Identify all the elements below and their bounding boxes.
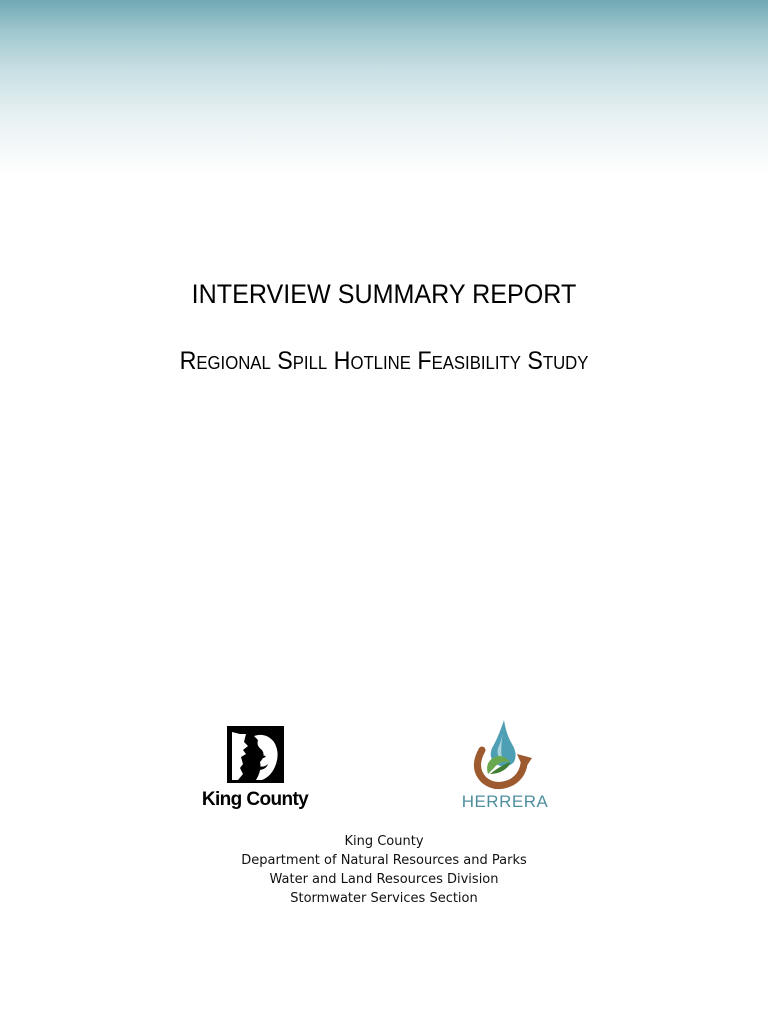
king-county-logo-text: King County	[201, 789, 309, 810]
address-line-division: Water and Land Resources Division	[269, 872, 499, 887]
herrera-logo	[460, 716, 550, 812]
report-title: INTERVIEW SUMMARY REPORT	[191, 279, 577, 309]
publisher-address-block	[0, 832, 768, 908]
herrera-logo-icon	[460, 716, 550, 812]
address-line-section: Stormwater Services Section	[290, 891, 478, 906]
address-line-county: King County	[344, 834, 424, 849]
herrera-logo-text: HERRERA	[461, 792, 549, 811]
address-line-department: Department of Natural Resources and Parks	[241, 853, 527, 868]
king-county-logo	[196, 724, 314, 814]
king-county-logo-icon	[196, 724, 314, 814]
header-gradient-band	[0, 0, 768, 175]
report-subtitle: Regional Spill Hotline Feasibility Study	[179, 347, 589, 375]
